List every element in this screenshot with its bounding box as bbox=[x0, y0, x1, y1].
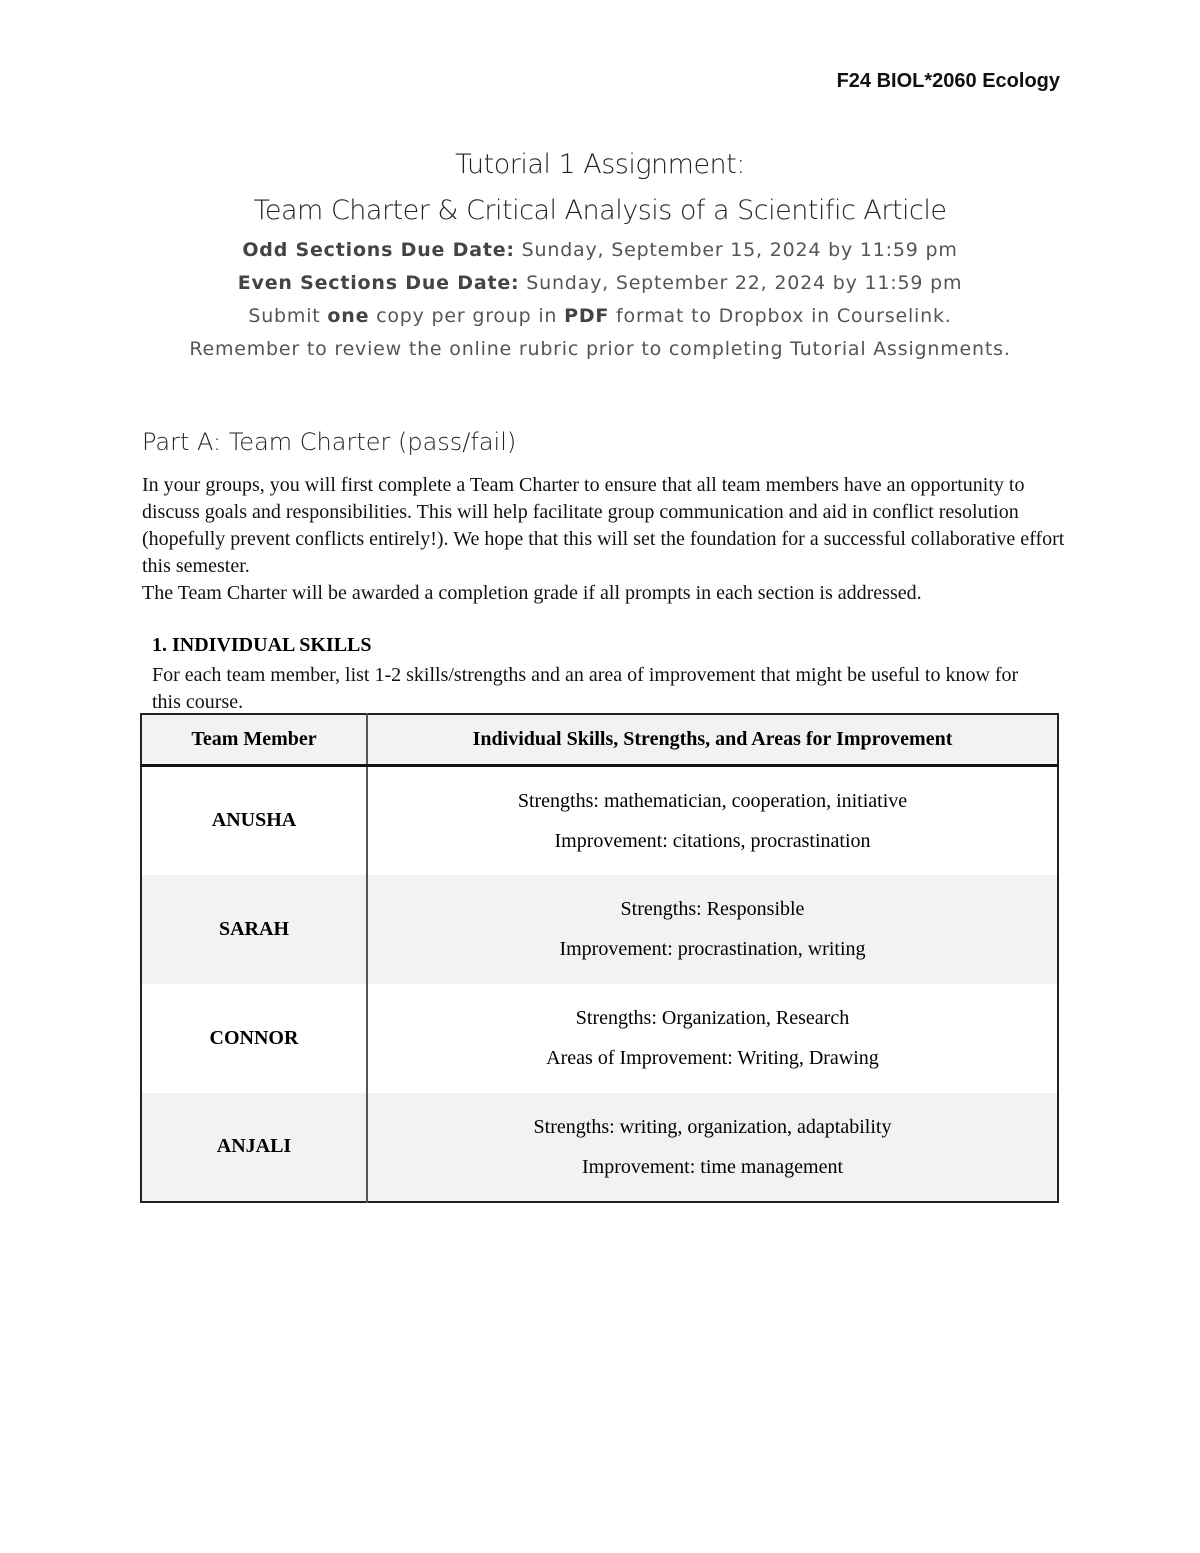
part-a-intro bbox=[142, 472, 1072, 607]
strengths-text: Strengths: Responsible bbox=[620, 898, 805, 920]
skills-cell bbox=[367, 875, 1058, 984]
column-header-skills: Individual Skills, Strengths, and Areas for Improvement bbox=[367, 714, 1058, 766]
assignment-title: Tutorial 1 Assignment: bbox=[455, 149, 745, 180]
even-due-label: Even Sections Due Date: bbox=[237, 272, 520, 294]
table-row bbox=[141, 984, 1058, 1093]
odd-due-value: Sunday, September 15, 2024 by 11:59 pm bbox=[514, 239, 958, 261]
submit-text-pdf: PDF bbox=[564, 305, 610, 327]
submit-text-post: format to Dropbox in Courselink. bbox=[609, 305, 952, 327]
improvement-text: Improvement: time management bbox=[581, 1155, 844, 1178]
even-due-value: Sunday, September 22, 2024 by 11:59 pm bbox=[519, 272, 963, 294]
odd-due-label: Odd Sections Due Date: bbox=[242, 239, 515, 261]
improvement-text: Areas of Improvement: Writing, Drawing bbox=[546, 1047, 879, 1069]
title-block bbox=[0, 142, 1200, 366]
skills-description: For each team member, list 1-2 skills/strengths and an area of improvement that might be useful to know for this course. bbox=[152, 664, 1019, 713]
improvement-text: Improvement: procrastination, writing bbox=[559, 938, 866, 960]
assignment-subtitle: Team Charter & Critical Analysis of a Scientific Article bbox=[253, 195, 947, 226]
intro-paragraph: In your groups, you will first complete a Team Charter to ensure that all team members have an opportunity to discuss goals and responsibilities. This will help facilitate group communication and aid in conflict resolution (hopefully prevent conflicts entirely!). We hope that this will set the foundation for a successful collaborative effort this semester. bbox=[142, 474, 1065, 577]
table-row bbox=[141, 1093, 1058, 1202]
member-name: ANUSHA bbox=[141, 766, 367, 875]
submit-text-pre: Submit bbox=[248, 305, 328, 327]
submit-instructions bbox=[0, 300, 1200, 333]
odd-due-date bbox=[0, 234, 1200, 267]
skills-table bbox=[140, 713, 1059, 1203]
skills-cell bbox=[367, 1093, 1058, 1202]
table-header-row bbox=[141, 714, 1058, 766]
strengths-text: Strengths: writing, organization, adaptability bbox=[533, 1115, 892, 1138]
member-name: ANJALI bbox=[141, 1093, 367, 1202]
improvement-text: Improvement: citations, procrastination bbox=[554, 829, 871, 852]
member-name: CONNOR bbox=[141, 984, 367, 1093]
strengths-text: Strengths: Organization, Research bbox=[575, 1007, 850, 1029]
course-header: F24 BIOL*2060 Ecology bbox=[836, 70, 1060, 92]
table-row bbox=[141, 766, 1058, 875]
even-due-date bbox=[0, 267, 1200, 300]
strengths-text: Strengths: mathematician, cooperation, initiative bbox=[517, 789, 908, 812]
skills-cell bbox=[367, 984, 1058, 1093]
submit-text-mid: copy per group in bbox=[369, 305, 565, 327]
submit-text-one: one bbox=[327, 305, 370, 327]
part-a-heading: Part A: Team Charter (pass/fail) bbox=[142, 428, 517, 456]
skills-heading: 1. INDIVIDUAL SKILLS bbox=[152, 634, 372, 656]
skills-cell bbox=[367, 766, 1058, 875]
grading-paragraph: The Team Charter will be awarded a completion grade if all prompts in each section is addressed. bbox=[142, 582, 922, 604]
column-header-member: Team Member bbox=[141, 714, 367, 766]
member-name: SARAH bbox=[141, 875, 367, 984]
rubric-reminder: Remember to review the online rubric prior to completing Tutorial Assignments. bbox=[189, 338, 1011, 360]
table-row bbox=[141, 875, 1058, 984]
